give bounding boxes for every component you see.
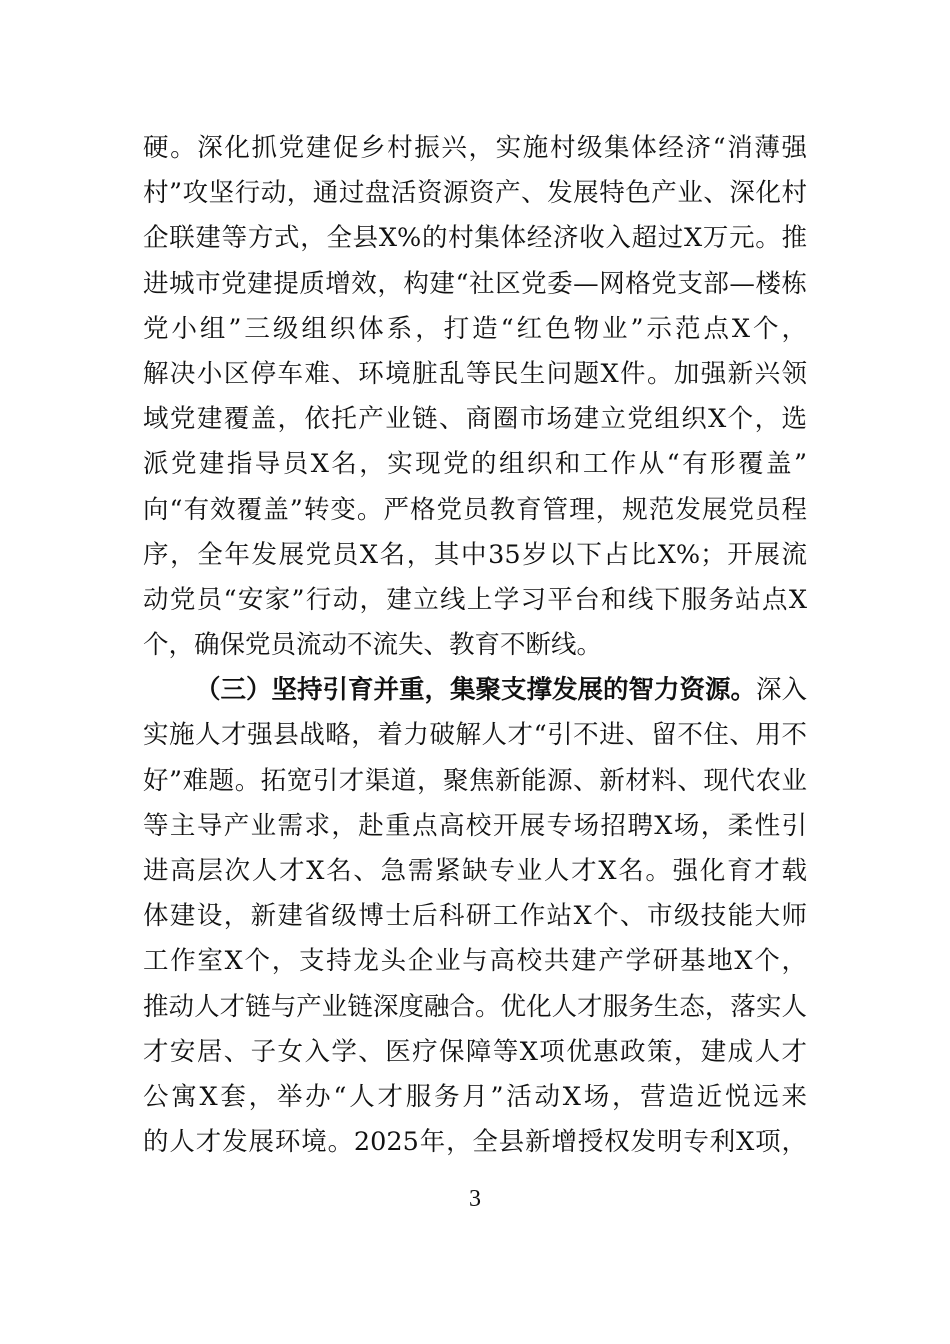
text-line: 体建设，新建省级博士后科研工作站X个、市级技能大师 [143, 901, 807, 932]
text-line: 好”难题。拓宽引才渠道，聚焦新能源、新材料、现代农业 [143, 765, 807, 796]
text-line: 域党建覆盖，依托产业链、商圈市场建立党组织X个，选 [143, 404, 807, 435]
heading-line [143, 668, 807, 713]
text-line: 派党建指导员X名，实现党的组织和工作从“有形覆盖” [143, 449, 807, 480]
text-line: 公寓X套，举办“人才服务月”活动X场，营造近悦远来 [143, 1081, 807, 1112]
text-line: 硬。深化抓党建促乡村振兴，实施村级集体经济“消薄强 [143, 133, 807, 163]
text-run: 深入 [756, 675, 808, 706]
text-line: 推动人才链与产业链深度融合。优化人才服务生态，落实人 [143, 991, 807, 1022]
text-line: 村”攻坚行动，通过盘活资源资产、发展特色产业、深化村 [143, 178, 807, 209]
text-line: 动党员“安家”行动，建立线上学习平台和线下服务站点X [143, 584, 807, 615]
text-line: 进高层次人才X名、急需紧缺专业人才X名。强化育才载 [143, 856, 807, 886]
text-line: 序，全年发展党员X名，其中35岁以下占比X%；开展流 [143, 539, 807, 570]
text-line: 工作室X个，支持龙头企业与高校共建产学研基地X个， [143, 946, 807, 977]
text-line: 解决小区停车难、环境脏乱等民生问题X件。加强新兴领 [143, 358, 807, 389]
section-heading: （三）坚持引育并重，集聚支撑发展的智力资源。 [195, 675, 757, 706]
body-text [143, 126, 807, 1165]
text-line: 向“有效覆盖”转变。严格党员教育管理，规范发展党员程 [143, 494, 807, 525]
page-number: 3 [469, 1186, 481, 1212]
text-line: 才安居、子女入学、医疗保障等X项优惠政策，建成人才 [143, 1036, 807, 1067]
text-line: 等主导产业需求，赴重点高校开展专场招聘X场，柔性引 [143, 810, 807, 841]
text-line: 实施人才强县战略，着力破解人才“引不进、留不住、用不 [143, 720, 807, 751]
text-line: 个，确保党员流动不流失、教育不断线。 [143, 630, 603, 661]
text-line: 企联建等方式，全县X%的村集体经济收入超过X万元。推 [143, 223, 807, 254]
paragraph-party-building [143, 126, 807, 668]
paragraph-talent [143, 668, 807, 1165]
text-line: 党小组”三级组织体系，打造“红色物业”示范点X个， [143, 313, 807, 344]
text-line: 的人才发展环境。2025年，全县新增授权发明专利X项， [143, 1127, 807, 1158]
text-line: 进城市党建提质增效，构建“社区党委—网格党支部—楼栋 [143, 268, 807, 299]
